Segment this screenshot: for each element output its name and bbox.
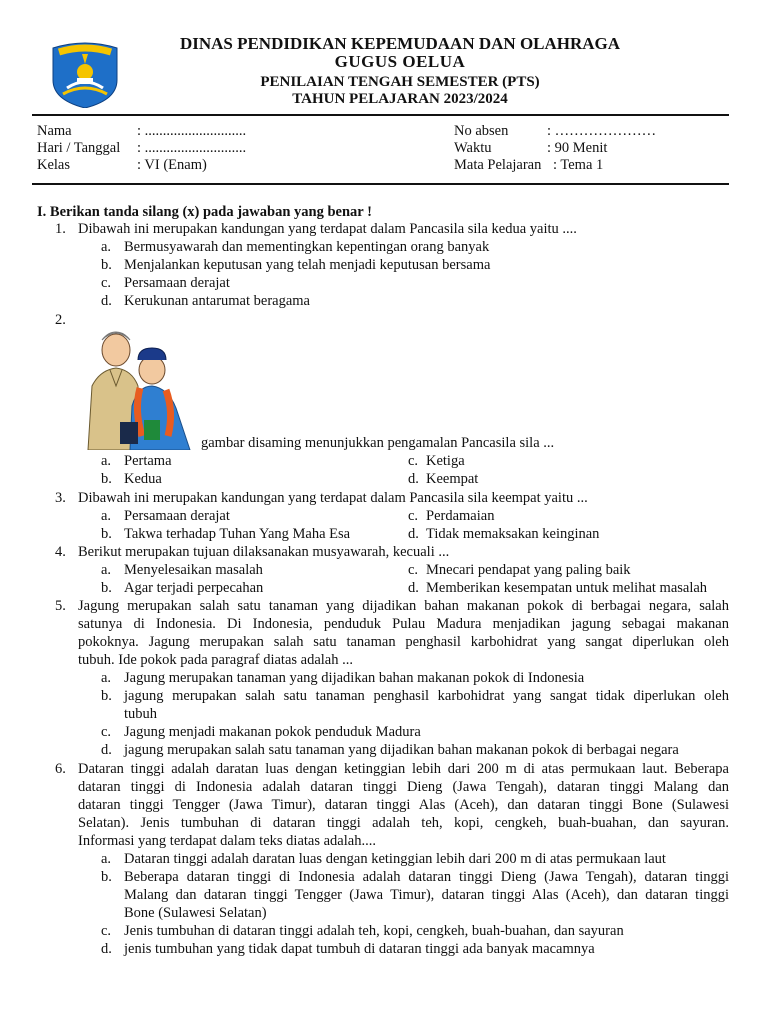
- q4-b-letter: b.: [101, 580, 112, 596]
- q6-b-letter: b.: [101, 869, 112, 885]
- q5-option-b-line-1[interactable]: jagung merupakan salah satu tanaman penghasil karbohidrat yang sangat tidak diperlukan oleh: [124, 688, 729, 704]
- q3-d-letter: d.: [408, 526, 419, 542]
- q6-text-line-1: Dataran tinggi adalah daratan luas dengan ketinggian lebih dari 200 m di atas permukaan laut. Beberapa: [78, 761, 729, 777]
- q1-d-letter: d.: [101, 293, 112, 309]
- q4-text: Berikut merupakan tujuan dilaksanakan musyawarah, kecuali ...: [78, 544, 450, 560]
- header-line-4: TAHUN PELAJARAN 2023/2024: [292, 91, 508, 107]
- q2-a-letter: a.: [101, 453, 112, 469]
- kelas-value: : VI (Enam): [137, 157, 207, 173]
- info-divider: [32, 183, 729, 185]
- q5-option-d[interactable]: jagung merupakan salah satu tanaman yang dijadikan bahan makanan pokok di berbagai negara: [124, 742, 679, 758]
- q1-option-b[interactable]: Menjalankan keputusan yang telah menjadi keputusan bersama: [124, 257, 491, 273]
- q5-b-letter: b.: [101, 688, 112, 704]
- mapel-value: : Tema 1: [553, 157, 604, 173]
- q1-option-c[interactable]: Persamaan derajat: [124, 275, 230, 291]
- header-divider: [32, 114, 729, 116]
- q2-option-c[interactable]: Ketiga: [426, 453, 465, 469]
- q6-text-line-4: Selatan). Jenis tumbuhan di dataran tinggi adalah teh, kopi, cengkeh, buah-buahan, dan sayuran.: [78, 815, 729, 831]
- q5-option-a[interactable]: Jagung merupakan tanaman yang dijadikan bahan makanan pokok di Indonesia: [124, 670, 585, 686]
- q6-option-c[interactable]: Jenis tumbuhan di dataran tinggi adalah teh, kopi, cengkeh, buah-buahan, dan sayuran: [124, 923, 624, 939]
- q2-d-letter: d.: [408, 471, 419, 487]
- q4-option-c[interactable]: Mnecari pendapat yang paling baik: [426, 562, 631, 578]
- q5-option-b-line-2[interactable]: tubuh: [124, 706, 158, 722]
- musyawarah-illustration: [80, 326, 198, 450]
- q6-text-line-3: dataran tinggi Tengger (Jawa Timur), dataran tinggi Alas (Aceh), dan dataran tinggi Bone (Sulawesi: [78, 797, 729, 813]
- q1-c-letter: c.: [101, 275, 112, 291]
- q5-text-line-1: Jagung merupakan salah satu tanaman yang dijadikan bahan makanan pokok di berbagai negara, salah: [78, 598, 729, 614]
- header-line-1: DINAS PENDIDIKAN KEPEMUDAAN DAN OLAHRAGA: [179, 34, 621, 53]
- q5-d-letter: d.: [101, 742, 112, 758]
- nama-label: Nama: [37, 123, 72, 139]
- waktu-label: Waktu: [454, 140, 492, 156]
- q1-b-letter: b.: [101, 257, 112, 273]
- hari-label: Hari / Tanggal: [37, 140, 121, 156]
- q6-c-letter: c.: [101, 923, 112, 939]
- q3-option-b[interactable]: Takwa terhadap Tuhan Yang Maha Esa: [124, 526, 351, 542]
- q3-number: 3.: [55, 490, 66, 506]
- q5-text-line-2: satunya di Indonesia. Di Indonesia, penduduk Pulau Madura menjadikan jagung sebagai makanan: [78, 616, 729, 632]
- q6-a-letter: a.: [101, 851, 112, 867]
- q6-option-b-line-3[interactable]: Bone (Sulawesi Selatan): [124, 905, 267, 921]
- kelas-label: Kelas: [37, 157, 71, 173]
- q2-c-letter: c.: [408, 453, 419, 469]
- q6-text-line-5: Informasi yang terdapat dalam teks diatas adalah....: [78, 833, 376, 849]
- q3-b-letter: b.: [101, 526, 112, 542]
- q3-c-letter: c.: [408, 508, 419, 524]
- q1-a-letter: a.: [101, 239, 112, 255]
- q2-option-d[interactable]: Keempat: [426, 471, 479, 487]
- q5-text-line-4: tubuh. Ide pokok pada paragraf diatas adalah ...: [78, 652, 353, 668]
- q1-option-d[interactable]: Kerukunan antarumat beragama: [124, 293, 310, 309]
- q4-d-letter: d.: [408, 580, 419, 596]
- section-title: I. Berikan tanda silang (x) pada jawaban yang benar !: [37, 204, 372, 220]
- q6-option-a[interactable]: Dataran tinggi adalah daratan luas dengan ketinggian lebih dari 200 m di atas permukaan laut: [124, 851, 666, 867]
- hari-field[interactable]: : ............................: [137, 140, 247, 156]
- q5-option-c[interactable]: Jagung menjadi makanan pokok penduduk Madura: [124, 724, 421, 740]
- waktu-value: : 90 Menit: [547, 140, 608, 156]
- q6-number: 6.: [55, 761, 66, 777]
- q2-option-a[interactable]: Pertama: [124, 453, 172, 469]
- q4-option-a[interactable]: Menyelesaikan masalah: [124, 562, 263, 578]
- q4-option-b[interactable]: Agar terjadi perpecahan: [124, 580, 264, 596]
- q1-text: Dibawah ini merupakan kandungan yang terdapat dalam Pancasila sila kedua yaitu ....: [78, 221, 577, 237]
- q5-c-letter: c.: [101, 724, 112, 740]
- header-line-2: GUGUS OELUA: [334, 52, 466, 71]
- tut-wuri-handayani-logo: [45, 42, 125, 108]
- mapel-label: Mata Pelajaran: [454, 157, 542, 173]
- q2-number: 2.: [55, 312, 66, 328]
- absen-field[interactable]: : …………………: [547, 123, 657, 139]
- q6-text-line-2: dataran tinggi di Indonesia adalah dataran tinggi Dieng (Jawa Tengah), dataran tinggi Malang dan: [78, 779, 729, 795]
- nama-field[interactable]: : ............................: [137, 123, 247, 139]
- q2-b-letter: b.: [101, 471, 112, 487]
- q1-option-a[interactable]: Bermusyawarah dan mementingkan kepentingan orang banyak: [124, 239, 490, 255]
- q3-a-letter: a.: [101, 508, 112, 524]
- header-line-3: PENILAIAN TENGAH SEMESTER (PTS): [260, 74, 540, 90]
- q6-option-b-line-1[interactable]: Beberapa dataran tinggi di Indonesia adalah dataran tinggi Dieng (Jawa Tengah), dataran tinggi: [124, 869, 729, 885]
- q5-text-line-3: pokoknya. Jagung merupakan salah satu tanaman penghasil karbohidrat yang sangat diperlukan oleh: [78, 634, 729, 650]
- q6-option-b-line-2[interactable]: Malang dan dataran tinggi Tengger (Jawa Timur), dataran tinggi Alas (Aceh), dan dataran tinggi: [124, 887, 729, 903]
- q3-text: Dibawah ini merupakan kandungan yang terdapat dalam Pancasila sila keempat yaitu ...: [78, 490, 588, 506]
- q6-option-d[interactable]: jenis tumbuhan yang tidak dapat tumbuh di dataran tinggi ada banyak macamnya: [124, 941, 595, 957]
- q6-d-letter: d.: [101, 941, 112, 957]
- q4-a-letter: a.: [101, 562, 112, 578]
- q3-option-d[interactable]: Tidak memaksakan keinginan: [426, 526, 600, 542]
- q4-number: 4.: [55, 544, 66, 560]
- q5-number: 5.: [55, 598, 66, 614]
- q5-a-letter: a.: [101, 670, 112, 686]
- q3-option-a[interactable]: Persamaan derajat: [124, 508, 230, 524]
- q2-option-b[interactable]: Kedua: [124, 471, 162, 487]
- q4-option-d[interactable]: Memberikan kesempatan untuk melihat masalah: [426, 580, 708, 596]
- q4-c-letter: c.: [408, 562, 419, 578]
- q2-text: gambar disaming menunjukkan pengamalan Pancasila sila ...: [201, 435, 555, 451]
- absen-label: No absen: [454, 123, 509, 139]
- q1-number: 1.: [55, 221, 66, 237]
- q3-option-c[interactable]: Perdamaian: [426, 508, 495, 524]
